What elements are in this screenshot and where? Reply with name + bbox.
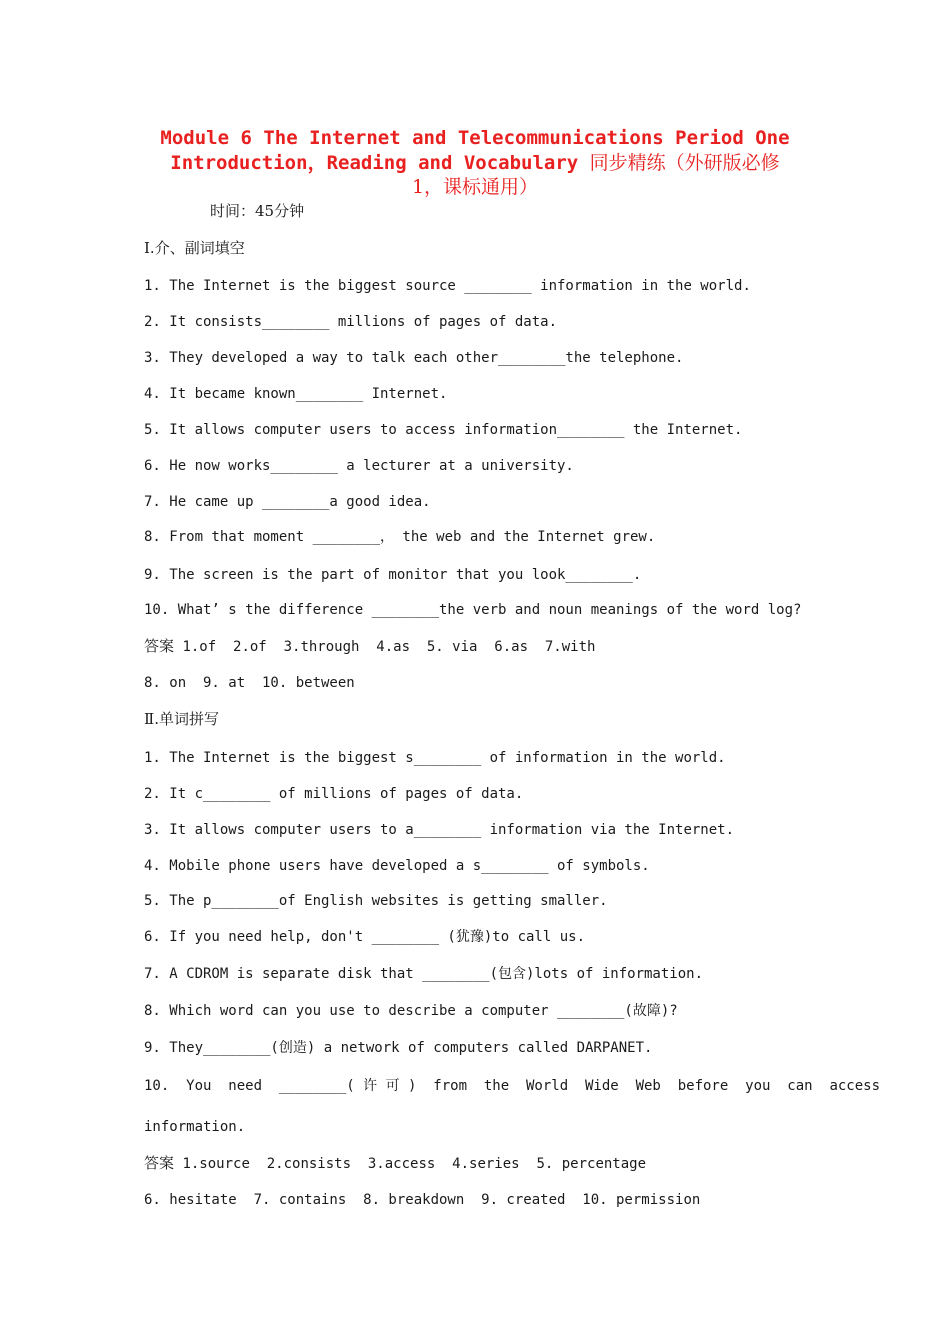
section1-item-4: 4. It became known________ Internet.	[144, 386, 448, 402]
section2-answers-line-2: 6. hesitate 7. contains 8. breakdown 9. created 10. permission	[144, 1192, 701, 1208]
title-line-2-chinese: 同步精练（外研版必修	[589, 151, 780, 174]
title-line-1: Module 6 The Internet and Telecommunications Period One	[160, 127, 790, 149]
title-line-2-english: Introduction，Reading and Vocabulary	[170, 151, 590, 174]
section2-item-5: 5. The p________of English websites is getting smaller.	[144, 893, 608, 909]
section2-answers-line-1	[144, 1154, 646, 1173]
section1-answers-line-1	[144, 637, 595, 656]
section2-item-2: 2. It c________ of millions of pages of data.	[144, 786, 524, 802]
section2-item-6: 6. If you need help, don't ________ (犹豫)to call us.	[144, 929, 586, 945]
section1-answer-label: 答案	[144, 637, 175, 655]
section2-answer-label: 答案	[144, 1154, 175, 1172]
section1-item-7: 7. He came up ________a good idea.	[144, 494, 431, 510]
section1-item-10: 10. What’ s the difference ________the verb and noun meanings of the word log?	[144, 602, 802, 618]
section1-item-8: 8. From that moment ________， the web and the Internet grew.	[144, 529, 656, 545]
section1-item-3: 3. They developed a way to talk each other________the telephone.	[144, 350, 684, 366]
section2-item-10: 10. You need ________( 许 可 ) from the World Wide Web before you can access	[144, 1078, 881, 1094]
section1-answers-line-2: 8. on 9. at 10. between	[144, 675, 355, 691]
section2-item-8: 8. Which word can you use to describe a computer ________(故障)?	[144, 1003, 678, 1019]
section1-item-9: 9. The screen is the part of monitor that you look________.	[144, 567, 642, 583]
title-line-2	[100, 151, 850, 176]
section2-item-4: 4. Mobile phone users have developed a s________ of symbols.	[144, 858, 650, 874]
section1-item-6: 6. He now works________ a lecturer at a university.	[144, 458, 574, 474]
section1-item-2: 2. It consists________ millions of pages of data.	[144, 314, 558, 330]
title-line-3: 1，课标通用）	[411, 176, 539, 198]
section1-answers-1-7: 1.of 2.of 3.through 4.as 5. via 6.as 7.with	[174, 639, 596, 655]
section2-answers-1-5: 1.source 2.consists 3.access 4.series 5. percentage	[174, 1156, 647, 1172]
time-limit: 时间：45分钟	[210, 202, 305, 220]
section2-heading: Ⅱ.单词拼写	[144, 710, 219, 728]
section2-item-3: 3. It allows computer users to a________ information via the Internet.	[144, 822, 735, 838]
section2-item-1: 1. The Internet is the biggest s________ of information in the world.	[144, 750, 726, 766]
section1-heading: I.介、副词填空	[144, 239, 245, 257]
section2-item-10-continued: information.	[144, 1119, 246, 1135]
section2-item-9: 9. They________(创造) a network of computers called DARPANET.	[144, 1040, 653, 1056]
document-title	[100, 126, 850, 200]
section1-item-1: 1. The Internet is the biggest source ________ information in the world.	[144, 278, 751, 294]
section1-item-5: 5. It allows computer users to access information________ the Internet.	[144, 422, 743, 438]
section2-item-7: 7. A CDROM is separate disk that ________(包含)lots of information.	[144, 966, 704, 982]
